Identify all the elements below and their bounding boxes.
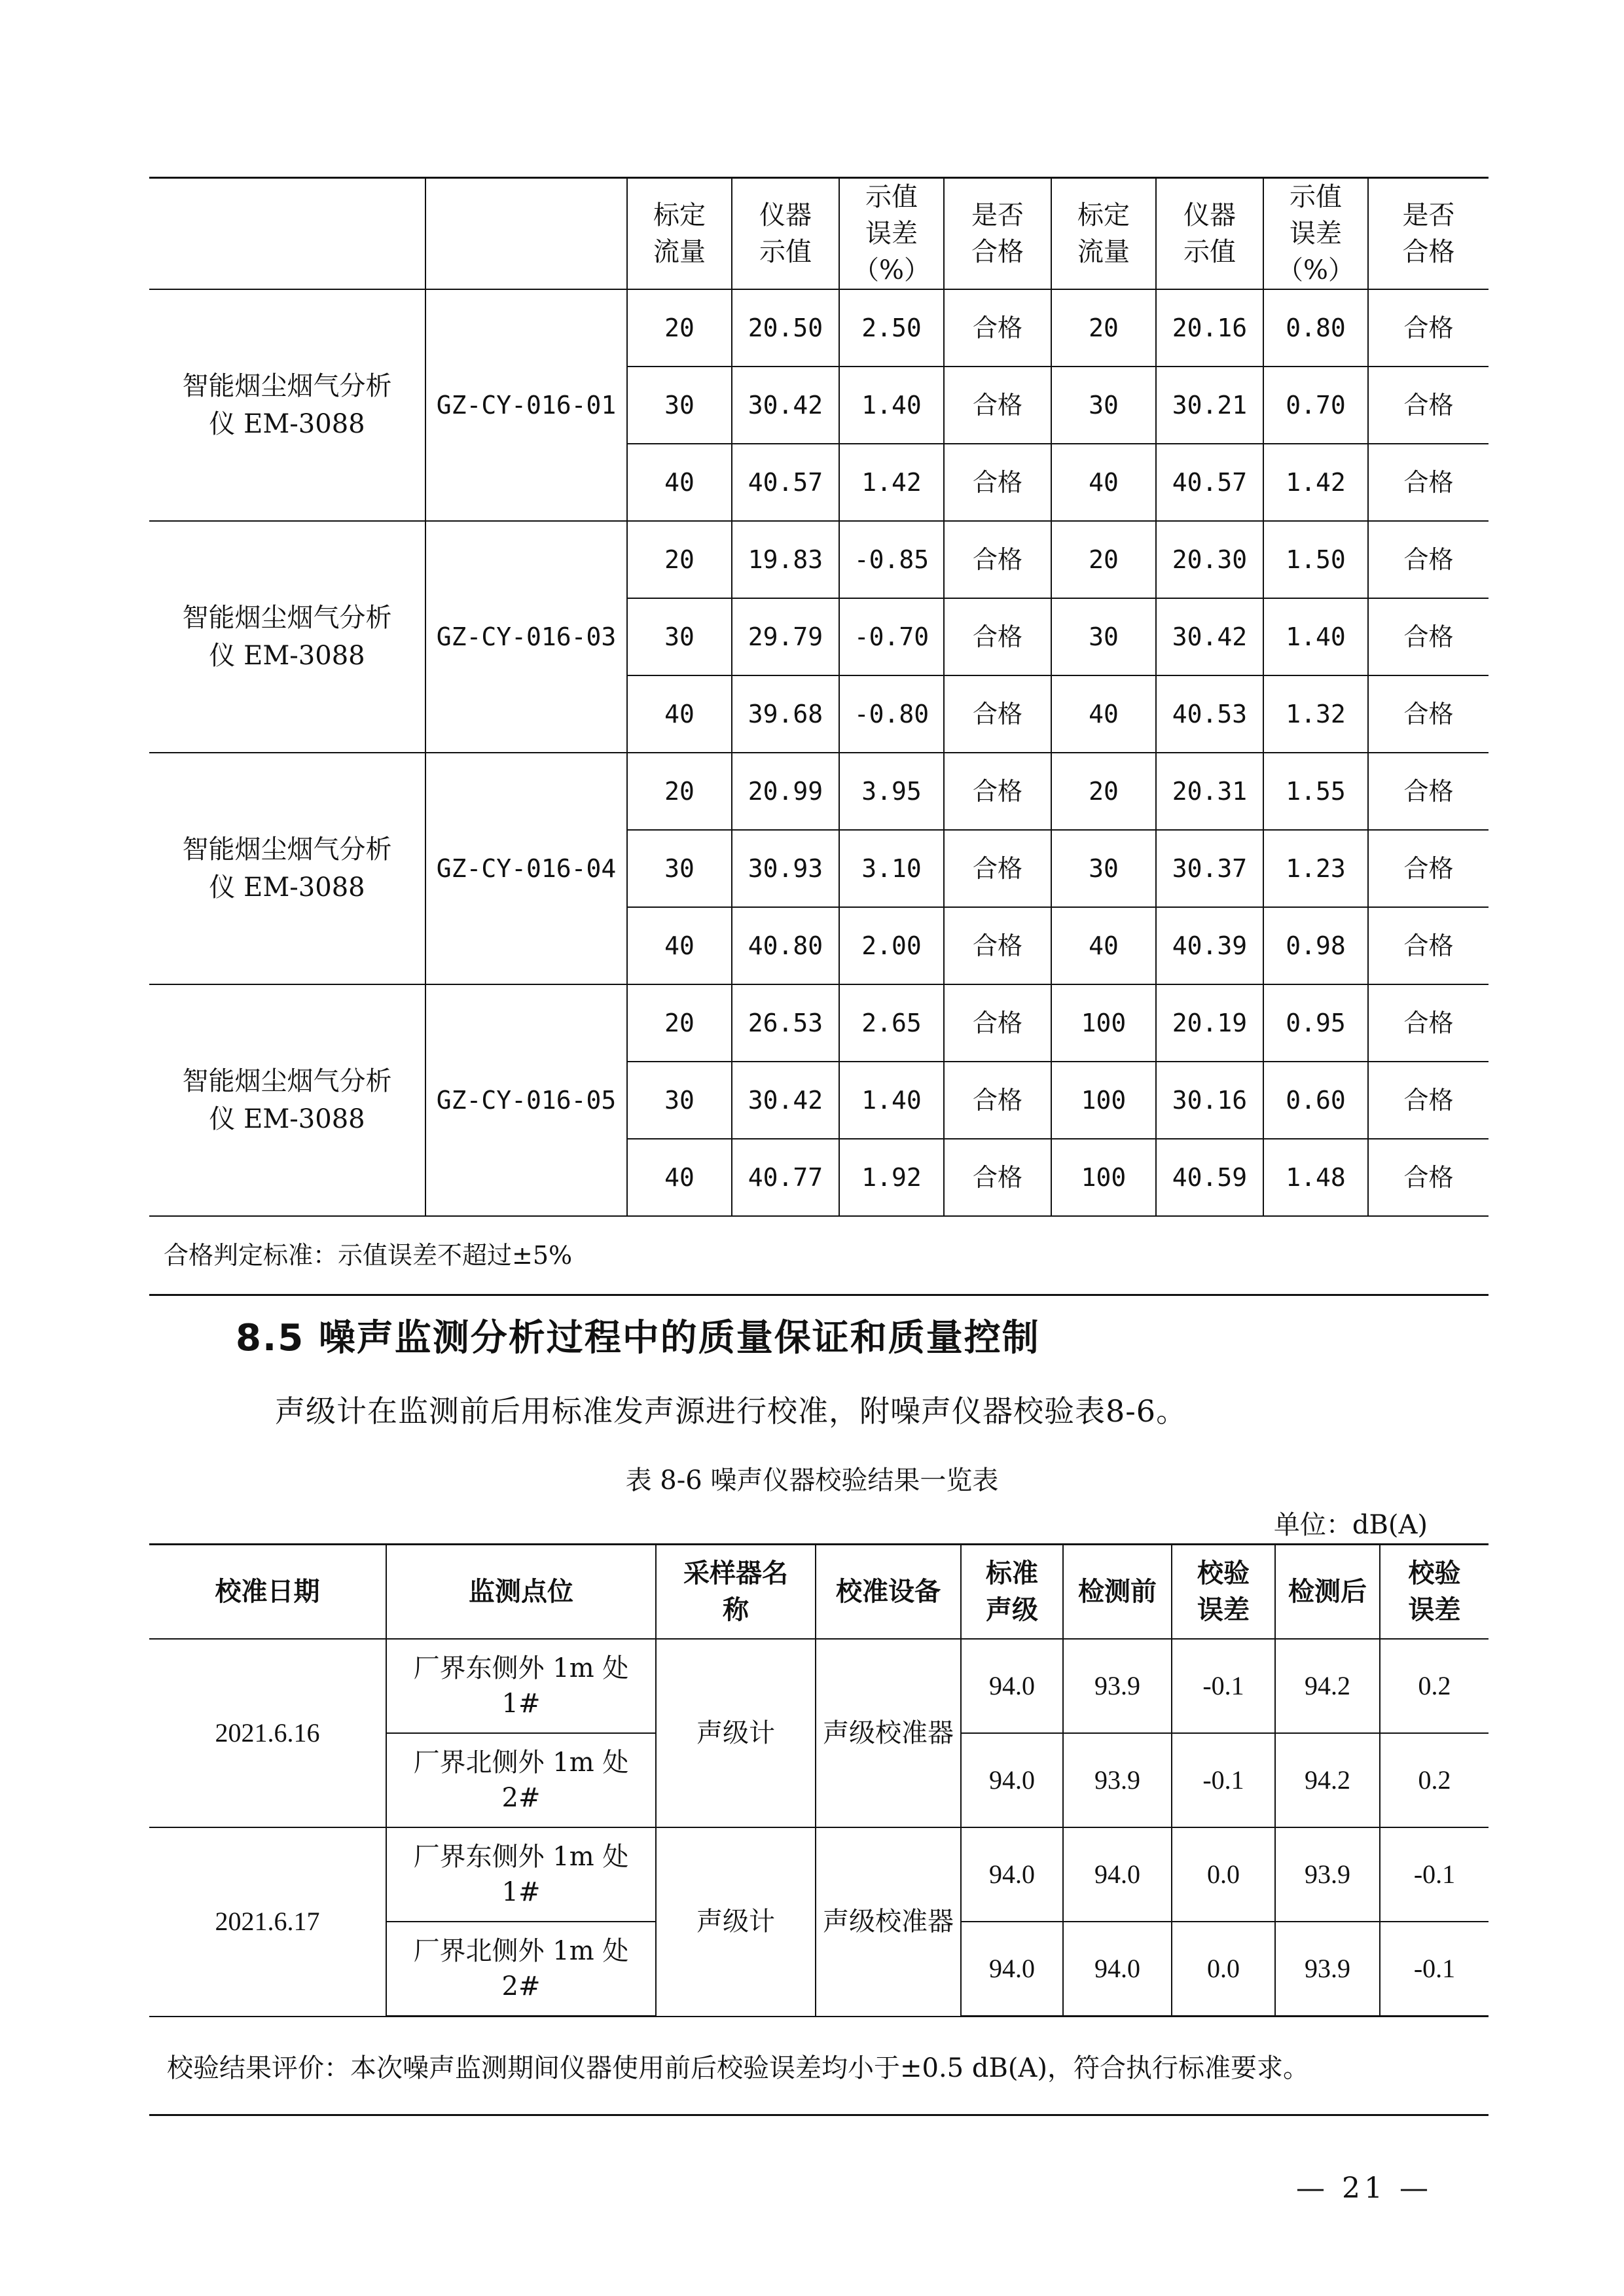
value-cell: -0.1 [1172,1733,1275,1827]
header-cell: 是否 合格 [944,178,1051,290]
header-row [149,1545,1489,1640]
header-cell: 示值 误差（%） [839,178,944,290]
header-cell: 仪器 示值 [1156,178,1263,290]
sampler-cell: 声级计 [656,1639,816,1827]
device-id-cell: GZ-CY-016-01 [425,289,627,521]
header-cell: 示值 误差（%） [1263,178,1368,290]
value-cell: 1.42 [839,444,944,521]
value-cell: 40 [627,1139,732,1216]
header-cell: 检测后 [1275,1545,1380,1640]
bottom-rule [149,2114,1489,2116]
value-cell: 30.42 [732,1062,839,1139]
value-cell: 40.57 [1156,444,1263,521]
value-cell: 3.10 [839,830,944,907]
value-cell: 30.16 [1156,1062,1263,1139]
value-cell: 93.9 [1275,1922,1380,2017]
value-cell: 合格 [944,753,1051,830]
value-cell: 30 [627,1062,732,1139]
device-name-cell: 智能烟尘烟气分析 仪 EM-3088 [149,521,425,753]
value-cell: 93.9 [1063,1733,1172,1827]
value-cell: 94.2 [1275,1639,1380,1733]
section-paragraph: 声级计在监测前后用标准发声源进行校准，附噪声仪器校验表8-6。 [275,1393,1187,1429]
noise-calibration-table [149,1543,1489,2017]
value-cell: 0.98 [1263,907,1368,984]
header-cell: 标定 流量 [627,178,732,290]
value-cell: 合格 [944,521,1051,598]
value-cell: 合格 [944,598,1051,675]
section-heading: 8.5 噪声监测分析过程中的质量保证和质量控制 [236,1317,1040,1359]
value-cell: 2.50 [839,289,944,367]
value-cell: 40 [627,907,732,984]
value-cell: 40.80 [732,907,839,984]
value-cell: 94.0 [961,1639,1063,1733]
value-cell: 合格 [1368,521,1489,598]
value-cell: 19.83 [732,521,839,598]
value-cell: -0.70 [839,598,944,675]
value-cell: 30.21 [1156,367,1263,444]
value-cell: 30 [1051,367,1156,444]
value-cell: 20 [627,753,732,830]
device-id-cell: GZ-CY-016-04 [425,753,627,984]
value-cell: 100 [1051,1062,1156,1139]
equipment-cell: 声级校准器 [816,1827,961,2017]
value-cell: 94.0 [1063,1827,1172,1922]
value-cell: 0.2 [1380,1733,1489,1827]
value-cell: 1.23 [1263,830,1368,907]
value-cell: 0.0 [1172,1827,1275,1922]
value-cell: 40 [1051,675,1156,753]
value-cell: 合格 [1368,753,1489,830]
value-cell: 2.00 [839,907,944,984]
header-cell: 仪器 示值 [732,178,839,290]
header-cell: 是否 合格 [1368,178,1489,290]
value-cell: 1.50 [1263,521,1368,598]
header-cell: 校准日期 [149,1545,386,1640]
value-cell: 40.57 [732,444,839,521]
value-cell: 合格 [944,984,1051,1062]
value-cell: 30 [627,830,732,907]
value-cell: -0.80 [839,675,944,753]
value-cell: 20 [1051,753,1156,830]
value-cell: 合格 [944,367,1051,444]
value-cell: -0.1 [1380,1922,1489,2017]
header-cell: 校验 误差 [1380,1545,1489,1640]
header-cell: 检测前 [1063,1545,1172,1640]
table-unit: 单位：dB(A) [1273,1510,1428,1540]
value-cell: 合格 [1368,907,1489,984]
device-name-cell: 智能烟尘烟气分析 仪 EM-3088 [149,289,425,521]
value-cell: 30.37 [1156,830,1263,907]
value-cell: 0.80 [1263,289,1368,367]
value-cell: 100 [1051,984,1156,1062]
value-cell: 26.53 [732,984,839,1062]
value-cell: 0.60 [1263,1062,1368,1139]
value-cell: 0.70 [1263,367,1368,444]
value-cell: 合格 [1368,598,1489,675]
header-cell: 校验 误差 [1172,1545,1275,1640]
value-cell: 20.30 [1156,521,1263,598]
value-cell: 30 [627,367,732,444]
table-row [149,984,1489,1062]
value-cell: 20 [627,521,732,598]
point-cell: 厂界东侧外 1m 处 1# [386,1827,656,1922]
value-cell: 29.79 [732,598,839,675]
value-cell: 40 [627,444,732,521]
value-cell: 1.48 [1263,1139,1368,1216]
value-cell: 94.0 [961,1733,1063,1827]
value-cell: 30.42 [732,367,839,444]
value-cell: 40.39 [1156,907,1263,984]
value-cell: 合格 [944,675,1051,753]
flow-calibration-table [149,177,1489,1296]
header-cell [149,178,425,290]
equipment-cell: 声级校准器 [816,1639,961,1827]
value-cell: 合格 [1368,1139,1489,1216]
value-cell: 合格 [944,444,1051,521]
value-cell: 合格 [1368,367,1489,444]
value-cell: 40 [1051,907,1156,984]
value-cell: 93.9 [1063,1639,1172,1733]
value-cell: 合格 [1368,830,1489,907]
value-cell: 94.0 [961,1922,1063,2017]
value-cell: 20 [1051,521,1156,598]
point-cell: 厂界北侧外 1m 处 2# [386,1922,656,2017]
page-number: — 21 — [1296,2172,1432,2205]
value-cell: -0.1 [1380,1827,1489,1922]
point-cell: 厂界北侧外 1m 处 2# [386,1733,656,1827]
table-row [149,521,1489,598]
value-cell: 1.92 [839,1139,944,1216]
value-cell: 合格 [944,1139,1051,1216]
header-cell: 标准 声级 [961,1545,1063,1640]
value-cell: 40.53 [1156,675,1263,753]
value-cell: 2.65 [839,984,944,1062]
table-row [149,1639,1489,1733]
value-cell: 39.68 [732,675,839,753]
device-id-cell: GZ-CY-016-03 [425,521,627,753]
value-cell: 0.2 [1380,1639,1489,1733]
value-cell: 1.40 [839,1062,944,1139]
value-cell: 0.0 [1172,1922,1275,2017]
value-cell: 3.95 [839,753,944,830]
value-cell: 1.42 [1263,444,1368,521]
note-row [149,1216,1489,1295]
value-cell: 合格 [1368,984,1489,1062]
value-cell: 20 [627,984,732,1062]
value-cell: 20.99 [732,753,839,830]
value-cell: 94.0 [1063,1922,1172,2017]
value-cell: 合格 [1368,1062,1489,1139]
value-cell: 40 [627,675,732,753]
date-cell: 2021.6.17 [149,1827,386,2017]
value-cell: 20.31 [1156,753,1263,830]
value-cell: 合格 [944,1062,1051,1139]
value-cell: 40.59 [1156,1139,1263,1216]
value-cell: 20.16 [1156,289,1263,367]
device-id-cell: GZ-CY-016-05 [425,984,627,1216]
value-cell: 30.93 [732,830,839,907]
value-cell: 1.55 [1263,753,1368,830]
value-cell: 1.40 [839,367,944,444]
value-cell: 20 [627,289,732,367]
value-cell: 合格 [1368,289,1489,367]
table-row [149,753,1489,830]
value-cell: 20.19 [1156,984,1263,1062]
point-cell: 厂界东侧外 1m 处 1# [386,1639,656,1733]
table-caption: 表 8-6 噪声仪器校验结果一览表 [625,1465,999,1496]
value-cell: 93.9 [1275,1827,1380,1922]
device-name-cell: 智能烟尘烟气分析 仪 EM-3088 [149,753,425,984]
evaluation-text: 校验结果评价：本次噪声监测期间仪器使用前后校验误差均小于±0.5 dB(A)，符合执行标准要求。 [167,2053,1309,2083]
value-cell: 30 [627,598,732,675]
value-cell: 合格 [944,830,1051,907]
header-cell: 监测点位 [386,1545,656,1640]
value-cell: 1.40 [1263,598,1368,675]
value-cell: 合格 [944,907,1051,984]
value-cell: 40.77 [732,1139,839,1216]
value-cell: 30.42 [1156,598,1263,675]
value-cell: 94.2 [1275,1733,1380,1827]
value-cell: 100 [1051,1139,1156,1216]
value-cell: 合格 [944,289,1051,367]
header-cell: 采样器名 称 [656,1545,816,1640]
table-row [149,289,1489,367]
value-cell: 合格 [1368,444,1489,521]
header-cell: 校准设备 [816,1545,961,1640]
value-cell: 94.0 [961,1827,1063,1922]
value-cell: 20.50 [732,289,839,367]
sampler-cell: 声级计 [656,1827,816,2017]
date-cell: 2021.6.16 [149,1639,386,1827]
header-row [149,178,1489,290]
value-cell: 0.95 [1263,984,1368,1062]
table-row [149,1827,1489,1922]
value-cell: 30 [1051,830,1156,907]
value-cell: -0.85 [839,521,944,598]
value-cell: 40 [1051,444,1156,521]
value-cell: 1.32 [1263,675,1368,753]
value-cell: 合格 [1368,675,1489,753]
device-name-cell: 智能烟尘烟气分析 仪 EM-3088 [149,984,425,1216]
value-cell: 30 [1051,598,1156,675]
value-cell: 20 [1051,289,1156,367]
header-cell: 标定 流量 [1051,178,1156,290]
note-cell: 合格判定标准：示值误差不超过±5% [149,1216,1489,1295]
header-cell [425,178,627,290]
value-cell: -0.1 [1172,1639,1275,1733]
